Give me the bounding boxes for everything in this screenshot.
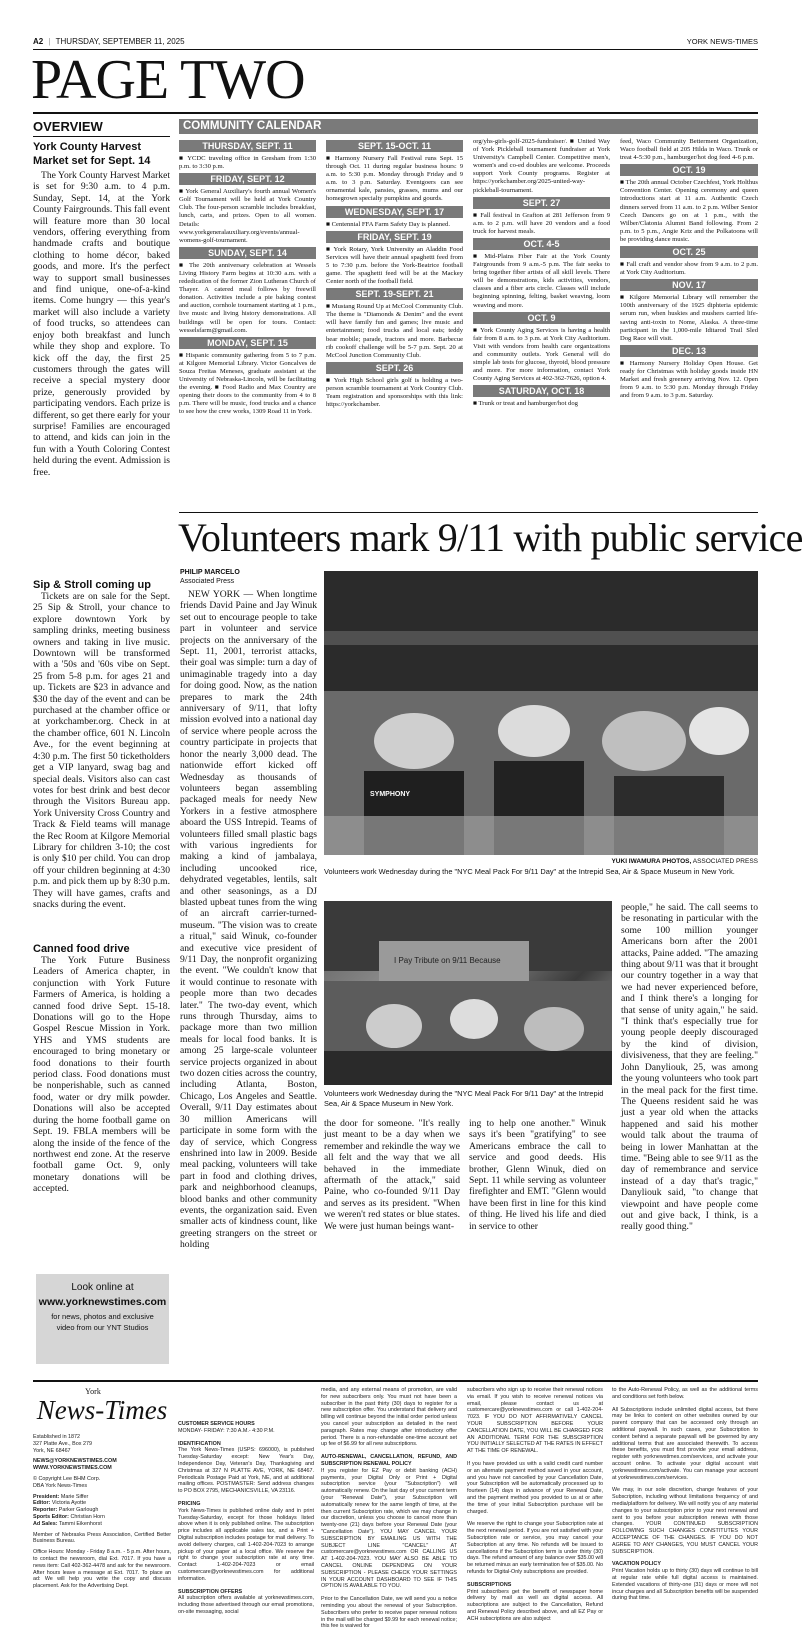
fp-digital-access: All Subscriptions include unlimited digital access, but there may be links to content on other websites owned by our parent company that can be accessed only through an additional paywall. In such cases, your Subscription to content behind a separate paywall will be governed by any additional terms that are associated therewith. To access these benefits, you must first provide your email address, register with yorknewstimes.com/services, and activate your account online. To activate your digital account visit yorknewstimes.com/activate. You can manage your account at yorknewstimes.com/services. xyxy=(612,1406,758,1481)
masthead-address1: 327 Platte Ave., Box 279 xyxy=(33,1440,92,1447)
online-promo-line2: for news, photos and exclusive xyxy=(51,1312,154,1321)
fp-renewal: If you register for EZ Pay or debit banking (ACH) payments, your Digital Only or Print + Digital subscription service (your "Subscription") will automatically renew. On the last day of your current term (your "Renewal Date"), your Subscription will automatically renew for the same length of time, at the then current Subscription rate, which we may change in our discretion, unless you choose to cancel more than twenty-one (21) days before your Renewal Date (your "Cancellation Date"). YOU MAY CANCEL YOUR SUBSCRIPTION BY EMAILING US WITH THE SUBJECT LINE "CANCEL" AT customercare@yorknewstimes.com OR CALLING US AT 1-402-204-7023. YOU MAY ALSO BE ABLE TO CANCEL ONLINE DEPENDING ON YOUR SUBSCRIPTION - PLEASE CHECK YOUR SETTINGS IN YOUR ACCOUNT DASHBOARD TO SEE IF THIS OPTION IS AVAILABLE TO YOU. xyxy=(321,1467,457,1590)
staff-entry xyxy=(33,1507,171,1514)
article-column-2: the door for someone. "It's really just meant to be a day when we remember and rekindle the way we all felt and the way that we all behaved in the immediate aftermath of the attack," said Paine, who co-founded 9/11 Day and serves as its president. "When we weren't red states or blue states. We were just human beings want- xyxy=(324,1118,460,1232)
online-promo-url[interactable]: www.yorknewstimes.com xyxy=(38,1296,167,1308)
photo2-sign-text: I Pay Tribute on 9/11 Because xyxy=(394,956,501,965)
online-promo-line1: Look online at xyxy=(71,1282,134,1293)
masthead-copyright1: © Copyright Lee BHM Corp. xyxy=(33,1475,101,1482)
calendar-rule xyxy=(179,512,758,513)
calendar-event: ■ Trunk or treat and hamburger/hot dog xyxy=(473,400,578,408)
section-title: PAGE TWO xyxy=(31,49,305,111)
calendar-event: ■ Centennial FFA Farm Safety Day is planned. xyxy=(326,220,450,228)
calendar-date-heading: SATURDAY, OCT. 18 xyxy=(473,385,610,397)
photo1-caption: Volunteers work Wednesday during the "NYC Meal Pack For 9/11 Day" at the Intrepid Sea, Air & Space Museum in New York. xyxy=(324,867,735,876)
calendar-date-heading: NOV. 17 xyxy=(620,279,758,291)
staff-entry xyxy=(33,1521,171,1528)
staff-name: Victoria Ayotte xyxy=(51,1500,87,1507)
masthead-copyright2: DBA York News-Times xyxy=(33,1482,88,1489)
harvest-headline: York County Harvest Market set for Sept. 14 xyxy=(33,141,151,167)
fp-renewal-head: AUTO-RENEWAL, CANCELLATION, REFUND, AND SUBSCRIPTION RENEWAL POLICY xyxy=(321,1454,457,1467)
paper-name: YORK NEWS-TIMES xyxy=(686,37,758,46)
masthead-staff xyxy=(33,1494,171,1528)
masthead-web[interactable]: WWW.YORKNEWSTIMES.COM xyxy=(33,1465,112,1472)
fine-print-col-2 xyxy=(321,1387,457,1630)
calendar-date-heading: THURSDAY, SEPT. 11 xyxy=(179,140,316,152)
calendar-date-heading: FRIDAY, SEPT. 12 xyxy=(179,173,316,185)
staff-role: Sports Editor: xyxy=(33,1513,69,1520)
fp-offers-head: SUBSCRIPTION OFFERS xyxy=(178,1588,243,1595)
harvest-story: The York County Harvest Market is set for 9:30 a.m. to 4 p.m. Sunday, Sept. 14, at the York County Fairgrounds. This fall event will feature more than 30 local vendors, offering everything from handmade crafts and boutique clothing to home décor, baked goods, and more. It's the perfect way to support small businesses and find unique, one-of-a-kind items. Come hungry — this year's market will also include a variety of food trucks, so attendees can enjoy both breakfast and lunch while they shop and explore. To kick off the day, the first 25 customers through the gates will receive a special mystery door prize, generously provided by participating vendors. Each prize is different, so get there early for your surprise! Families are encouraged to attend, and kids can join in the fun with a Youth Coloring Contest held during the event. Admission is free. xyxy=(33,170,171,478)
title-rule xyxy=(33,112,758,114)
staff-name: Tammi Eikenhorst xyxy=(58,1520,102,1527)
calendar-event: ■ The 20th anniversary celebration at Wessels Living History Farm begins at 10:30 a.m. with a rededication of the former Zion Lutheran Church of Thayer. A catered meal follows by freewill donation. Activities include a pie baking contest and auction, cornhole tournament starting at 1 p.m., live music and living history demonstrations. All buildings will be open for tours. Contact: wesselsfarm@gmail.com. xyxy=(179,261,316,334)
masthead-address2: York, NE 68467 xyxy=(33,1447,71,1454)
calendar-event: ■ The 20th annual October Czechfest, York Holthus Convention Center. Opening ceremony and queen introductions start at 11 a.m. Authentic Czech dinners served from 11 a.m. to 2 p.m. Wilber Senior Czech Dancers go on at 1 p.m., with the Wilber/Clatonia Alumni Band following. From 2 p.m. to 5 p.m., Angie Kriz and the Polkatoons will be providing dance music. xyxy=(620,179,758,243)
calendar-title: COMMUNITY CALENDAR xyxy=(179,119,758,134)
article-byline-org: Associated Press xyxy=(180,578,235,585)
masthead-member: Member of Nebraska Press Association, Certified Better Business Bureau. xyxy=(33,1531,171,1545)
staff-name: Christian Horn xyxy=(70,1513,105,1520)
fp-autorenew-cont: to the Auto-Renewal Policy, as well as the additional terms and conditions set forth below. xyxy=(612,1387,758,1400)
calendar-date-heading: OCT. 25 xyxy=(620,246,758,258)
calendar-column-2 xyxy=(326,138,463,508)
calendar-date-heading: MONDAY, SEPT. 15 xyxy=(179,337,316,349)
fp-renewal-notice: Prior to the Cancellation Date, we will send you a notice reminding you about the renewal of your Subscription. Subscribers who prefer to receive paper renewal notices in the mail will be charged $9.99 for each renewal notice; this fee is waived for xyxy=(321,1596,457,1630)
staff-role: Ad Sales: xyxy=(33,1520,58,1527)
fp-vacation: Print Vacation holds up to thirty (30) days will continue to bill at regular rate while full digital access is maintained. Extended vacations of thirty-one (31) days or more will not incur charges and all Subscription benefits will be suspended during that time. xyxy=(612,1568,758,1602)
calendar-column-3 xyxy=(473,138,610,508)
article-column-4: people," he said. The call seems to be resonating in particular with the some 100 million younger Americans born after the 2001 attacks, Paine added. "The amazing thing about 9/11 was that it brought our country together in a way that we had never experienced before, and I think there's a longing for that sense of unity again," he said. "I think that's especially true for young people deeply discouraged by the kind of division, divisiveness, that they are feeling." John Danyliouk, 25, was among the young volunteers who took part in the meal pack for the first time. The Queens resident said he was just a year old when the attacks happened and said his mother would talk about the trauma of being in lower Manhattan at the time. "Being able to see 9/11 as the day of remembrance and service instead of a day that's tragic," Danyliouk said, "to change that viewpoint and have people come out and give back, I think, is a really good thing." xyxy=(621,902,758,1233)
calendar-event: ■ Kilgore Memorial Library will remember the 100th anniversary of the 1925 diphteria epidemic serum run, when huskies and mushers carried life-saving anti-toxin to Nome, Alaska. A three-time participant in the 1,000-mile Iditarod Trail Sled Dog Race will visit. xyxy=(620,294,758,342)
calendar-event: ■ York High School girls golf is holding a two-person scramble tournament at York Country Club. Team registration and sponsorships with this link: https://yorkchamber. xyxy=(326,376,463,409)
overview-column xyxy=(33,119,170,1275)
photo-meal-pack xyxy=(324,571,758,855)
article-headline: Volunteers mark 9/11 with public service xyxy=(178,515,803,560)
staff-role: Reporter: xyxy=(33,1507,58,1514)
staff-role: Editor: xyxy=(33,1500,51,1507)
staff-role: President: xyxy=(33,1493,60,1500)
article-column-3: ing to help one another." Winuk says it's been "gratifying" to see Americans embrace the call to service and good deeds. His brother, Glenn Winuk, died on Sept. 11 while serving as volunteer firefighter and EMT. "Glenn would have been first in line for this kind of thing. He lived his life and died in service to other xyxy=(469,1118,606,1232)
calendar-event: ■ York Rotary, York University an Aladdin Food Services will have their annual spaghetti feed from 5 to 7:30 p.m. before the York-Beatrice football game. The spaghetti feed will be at the Mackey Center north of the football field. xyxy=(326,245,463,286)
overview-title: OVERVIEW xyxy=(33,119,170,137)
fp-vacation-head: VACATION POLICY xyxy=(612,1561,661,1568)
fp-subscriptions: Print subscribers get the benefit of newspaper home delivery by mail as well as digital access. All subscriptions are subject to the Cancellation, Refund and Renewal Policy described above, and all EZ Pay or ACH subscriptions are also subject xyxy=(467,1588,603,1622)
fp-changes: We may, in our sole discretion, change features of your Subscription, including without limitations frequency of and media/platform for delivery. We will notify you of any material changes to your subscription prior to your next renewal and sent to you before your subscription renews with those changes. YOUR CONTINUED SUBSCRIPTION FOLLOWING SUCH CHANGES CONSTITUTES YOUR ACCEPTANCE OF THE CHANGES. IF YOU DO NOT AGREE TO ANY CHANGES, YOU MUST CANCEL YOUR SUBSCRIPTION. xyxy=(612,1487,758,1555)
calendar-date-heading: FRIDAY, SEPT. 19 xyxy=(326,231,463,243)
masthead-email[interactable]: NEWS@YORKNEWSTIMES.COM xyxy=(33,1458,117,1465)
fine-print-col-3 xyxy=(467,1387,603,1623)
fp-payment: If you have provided us with a valid credit card number or an alternate payment method saved in your account, and you have not cancelled by your Cancellation Date, your Subscription will be automatically processed up to fourteen (14) days in advance of your Renewal Date, and the payment method you provided to us at or after the time of your initial Subscription purchase will be charged. xyxy=(467,1460,603,1515)
fine-print-col-1 xyxy=(178,1387,314,1616)
calendar-event: feed, Waco Community Betterment Organization, Waco football field at 205 Hilda in Waco. Trunk or treat 4-5:30 p.m., hamburger/hot dog feed 4-6 p.m. xyxy=(620,138,758,162)
fp-customer-hours-head: CUSTOMER SERVICE HOURS xyxy=(178,1421,255,1427)
fp-customer-hours: MONDAY- FRIDAY: 7:30 A.M.- 4:30 P.M. xyxy=(178,1427,275,1434)
calendar-event: ■ Mid-Plains Fiber Fair at the York County Fairgrounds from 9 a.m.-5 p.m. The fair seeks to bring together fiber artists of all skill levels. There will be demonstrations, kids activities, vendors, classes and a fiber arts circle. Classes will include beginning spinning, felting, basket weaving, loom weaving and more. xyxy=(473,252,610,309)
fp-refund: We reserve the right to change your Subscription rate at the next renewal period. If you are not satisfied with your Subscription rate or service, you may cancel your Subscription at any time. No refunds will be issued to cancellations if the Subscription term is under thirty (30) days. The refund amount of any balance over $35.00 will be returned minus an early termination fee of $35.00. No refunds for Digital-Only subscriptions are provided. xyxy=(467,1521,603,1575)
fp-offers-cont: media, and any external means of promotion, are valid for new subscribers only. You must not have been a subscriber in the past thirty (30) days to register for a new subscription offer. You understand that delivery and billing will continue beyond the initial order period unless you cancel your subscription as detailed in the next paragraph. Rates may change after introductory offer period. There is a non-refundable one-time account set up fee of $6.99 for all new subscriptions. xyxy=(321,1387,457,1448)
logo-small: York xyxy=(85,1387,101,1396)
calendar-date-heading: SEPT. 27 xyxy=(473,197,610,209)
article-byline: PHILIP MARCELO xyxy=(180,569,240,576)
fp-identification: The York News-Times (USPS: 696000), is published Tuesday-Saturday except: New Year's Day, Independence Day, Veteran's Day, Thanksgiving and Christmas at 327 N PLATTE AVE, YORK, NE 68467. Periodicals Postage Paid at York, NE, and at additional mailing offices. POSTMASTER: Send address changes to PO BOX 2795, MECHANICSVILLE, VA 23116. xyxy=(178,1447,314,1495)
calendar-event: ■ YCDC traveling office in Gresham from 1:30 p.m. to 3:30 p.m. xyxy=(179,155,316,171)
calendar-date-heading: SEPT. 26 xyxy=(326,362,463,374)
calendar-event: ■ Mustang Round Up at McCool Community Club. The theme is "Diamonds & Denim" and the event will have family fun and games; live music and entertainment; food trucks and local eats; teddy bear mobile; parade, tractors and more. Barbecue rib cookoff challenge will be 5-7 p.m. Sept. 20 at McCool Junction Community Club. xyxy=(326,303,463,359)
fine-print-col-4 xyxy=(612,1387,758,1602)
masthead-established: Established in 1872 xyxy=(33,1434,81,1440)
staff-name: Parker Garlough xyxy=(58,1507,99,1514)
sip-story: Tickets are on sale for the Sept. 25 Sip & Stroll, your chance to explore downtown York by sampling drinks, meeting business owners and taking in live music. Downtown will be transformed with a '50s and '60s vibe on Sept. 25 from 5-8 p.m. for ages 21 and up. Tickets are $23 in advance and $30 the day of the event and can be purchased at the chamber office or at yorkchamber.org. Check in at the chamber office, 601 N. Lincoln Ave., for the event beginning at 4:30 p.m. The first 50 ticketholders get a VIP lanyard, swag bag and special deals. Visitors also can cast votes for best drink and best decor through the Visitors Bureau app. York University Cross Country and Track & Field teams will manage the Rec Room at Kilgore Memorial Library for children 3-10; the cost is only $10 per child. You can drop off your children beginning at 4:30 p.m. and pick them up by 8:30 p.m. They will have games, crafts and snacks during the event. xyxy=(33,591,170,910)
photo2-caption: Volunteers work Wednesday during the "NYC Meal Pack For 9/11 Day" at the Intrepid Sea, Air & Space Museum in New York. xyxy=(324,1089,604,1108)
calendar-event: org/yhs-girls-golf-2025-fundraiser/. ■ United Way of York Pickleball tournament fundraiser at York University's Campbell Center. Competitive men's, women's and co-ed doubles are welcome. Proceeds support York County programs. Register at https://yorkchamber.org/2025-united-way-pickleball-tournament. xyxy=(473,138,610,194)
masthead-rule xyxy=(33,1380,758,1382)
calendar-date-heading: OCT. 9 xyxy=(473,312,610,324)
issue-date: THURSDAY, SEPTEMBER 11, 2025 xyxy=(55,37,185,46)
page-number: A2 xyxy=(33,37,44,46)
photo1-credit xyxy=(324,858,758,865)
calendar-column-1 xyxy=(179,138,316,508)
photo-volunteers-tribute-scene xyxy=(324,901,612,1085)
photo-meal-pack-scene xyxy=(324,571,758,855)
calendar-event: ■ Harmony Nursery Holiday Open House. Get ready for Christmas with holiday goods inside HN Market and fresh greenery arriving Nov. 12. Open from 9 a.m. to 5:30 p.m. Monday through Friday and from 9 a.m. to 3 p.m. Saturday. xyxy=(620,359,758,400)
canned-headline: Canned food drive xyxy=(33,943,130,955)
calendar-event: ■ York County Aging Services is having a health fair from 8 a.m. to 3 p.m. at York City Auditorium. Visit with vendors from health care organizations and community outlets. York General will do simple lab tests for glucose, thyroid, blood pressure and more. For more information, contact York County Aging Services at 402-362-7626, option 4. xyxy=(473,326,610,383)
calendar-column-4 xyxy=(620,138,758,508)
calendar-date-heading: DEC. 13 xyxy=(620,345,758,357)
calendar-date-heading: WEDNESDAY, SEPT. 17 xyxy=(326,206,463,218)
logo-newstimes: News-Times xyxy=(36,1395,168,1425)
staff-entry xyxy=(33,1500,171,1507)
calendar-date-heading: SEPT. 19-SEPT. 21 xyxy=(326,288,463,300)
photo1-credit-org: ASSOCIATED PRESS xyxy=(692,858,758,865)
calendar-event: ■ Fall festival in Grafton at 281 Jefferson from 9 a.m. to 2 p.m. will have 20 vendors and a food truck for harvest meals. xyxy=(473,211,610,235)
fp-renewal-cont: subscribers who sign up to receive their renewal notices via email. If you wish to receive renewal notices via email, please contact us at customercare@yorknewstimes.com or call 1-402-204-7023. IF YOU DO NOT AFFIRMATIVELY CANCEL YOUR SUBSCRIPTION BEFORE YOUR CANCELLATION DATE, YOU WILL BE CHARGED FOR AN ADDITIONAL TERM FOR THE SUBSCRIPTION YOU INITIALLY SELECTED AT THE RATES IN EFFECT AT THE TIME OF RENEWAL. xyxy=(467,1387,603,1455)
fp-pricing-head: PRICING xyxy=(178,1500,201,1507)
photo-shirt-text: SYMPHONY xyxy=(370,791,411,798)
photo-volunteers-tribute xyxy=(324,901,612,1085)
calendar-event: ■ Harmony Nursery Fall Festival runs Sept. 15 through Oct. 11 during regular business hours: 9 a.m. to 5:30 p.m. Monday through Friday and 9 a.m. to 3 p.m. Saturday. Eventgoers can see ornamental kale, pansies, grasses, mums and our homegrown specialty pumpkins and gourds. xyxy=(326,155,463,203)
fp-subscriptions-head: SUBSCRIPTIONS xyxy=(467,1581,512,1588)
canned-story: The York Future Business Leaders of America chapter, in conjunction with York Future Farmers of America, is holding a canned food drive Sept. 15-18. Donations will go to the Hope Gospel Rescue Mission in York. YHS and YMS students are encouraged to bring monetary or food donations to their fourth period class. Food donations must be nonperishable, such as canned food, water or dry milk powder. Donations will also be accepted during the home football game on Sept. 19. FBLA members will be along the inside of the fence of the northwest end zone. At the reserve football game Oct. 9, only monetary donations will be accepted. xyxy=(33,955,170,1195)
calendar-date-heading: OCT. 19 xyxy=(620,164,758,176)
staff-name: Marie Siffer xyxy=(60,1493,89,1500)
sip-headline: Sip & Stroll coming up xyxy=(33,579,151,591)
calendar-event: ■ Fall craft and vendor show from 9 a.m. to 2 p.m. at York City Auditorium. xyxy=(620,261,758,277)
fp-identification-head: IDENTIFICATION xyxy=(178,1440,221,1447)
calendar-date-heading: SUNDAY, SEPT. 14 xyxy=(179,247,316,259)
masthead-office-hours: Office Hours: Monday - Friday 8 a.m. - 5 p.m. After hours, to contact the newsroom, dial Ext. 7017. If you have a news item: Call 402-362-4478 and ask for the newsroom. After hours leave a message at Ext. 7017. To place an ad: We will help you write the copy and discuss placement. Ask for the Advertising Dept. xyxy=(33,1549,171,1590)
fp-pricing: York News-Times is published online daily and in print Tuesday-Saturday, except for those holidays listed above when it is only published online. The subscription price includes all applicable sales tax, and a Print + Digital subscription includes postage for mail delivery. To avoid delivery charges, call 1-402-204-7023 to arrange pickup of your paper at a local office. We reserve the right to change your subscription rate at any time. Contact 1-402-204-7023 or email customercare@yorknewstimes.com for additional information. xyxy=(178,1507,314,1582)
calendar-date-heading: OCT. 4-5 xyxy=(473,238,610,250)
calendar-event: ■ York General Auxiliary's fourth annual Women's Golf Tournament will be held at York Country Club. The four-person scramble includes breakfast, lunch, carts, and prizes. Open to all women. Details: www.yorkgeneralauxiliary.org/events/annual-womens-golf-tournament. xyxy=(179,188,316,244)
calendar-event: ■ Hispanic community gathering from 5 to 7 p.m. at Kilgore Memorial Library. Victor Goncalves de Souza Freitas Meneses, graduate assistant at the University of Nebraska-Lincoln, will be facilitating the evening. ■ Food Radio and Max Country are opening their doors to the community from 4 to 8 p.m. There will be music, food trucks and a chance to see how the crew works, 1309 Road 11 in York. xyxy=(179,351,316,416)
calendar-date-heading: SEPT. 15-OCT. 11 xyxy=(326,140,463,152)
masthead-block xyxy=(33,1387,171,1590)
online-promo-line3: video from our YNT Studios xyxy=(56,1323,149,1332)
page-folio: A2 | THURSDAY, SEPTEMBER 11, 2025 xyxy=(33,37,185,46)
online-promo-box[interactable] xyxy=(36,1274,169,1364)
staff-entry xyxy=(33,1494,171,1501)
staff-entry xyxy=(33,1514,171,1521)
photo1-credit-name: YUKI IWAMURA PHOTOS, xyxy=(611,858,692,865)
fp-offers: All subscription offers available at yorknewstimes.com, including those advertised through our email promotions, on-site messaging, social xyxy=(178,1595,314,1615)
article-column-1: NEW YORK — When longtime friends David Paine and Jay Winuk set out to encourage people to take part in volunteer and service projects on the anniversary of the Sept. 11, 2001, terrorist attacks, their goal was simple: turn a day of unimaginable tragedy into a day for doing good. Now, as the nation prepares to mark the 24th anniversary of 9/11, that lofty mission evolved into a national day of service where people across the country participate in projects that honor the nearly 3,000 dead. The nationwide effort kicked off Wednesday as thousands of volunteers began assembling packaged meals for needy New Yorkers in a festive atmosphere aboard the USS Intrepid. Teams of volunteers filled small plastic bags with various ingredients for making a kind of jambalaya, including uncooked rice, dehydrated vegetables, lentils, salt and other seasonings, as a DJ blasted upbeat tunes from the wing of an aircraft carrier-turned-museum. "The vision was to create a ritual," said Winuk, co-founder and executive vice president of 9/11 Day, the nonprofit organizing the event. "We couldn't know that it would continue to resonate with people more than two decades later." The two-day event, which runs through Thursday, aims to package more than two million meals for local food banks. It is among 25 large-scale volunteer service projects organized in about two dozen cities across the country, including Atlanta, Boston, Chicago, Los Angeles and Seattle. Overall, 9/11 Day estimates about 30 million Americans will participate in some form with the day of service, which Congress enshrined into law in 2009. Beside meal packing, volunteers will take part in food and clothing drives, park and neighborhood cleanups, blood banks and other community events, the organization said. Even smaller acts of kindness count, like greeting strangers on the street or holding xyxy=(180,589,317,1251)
